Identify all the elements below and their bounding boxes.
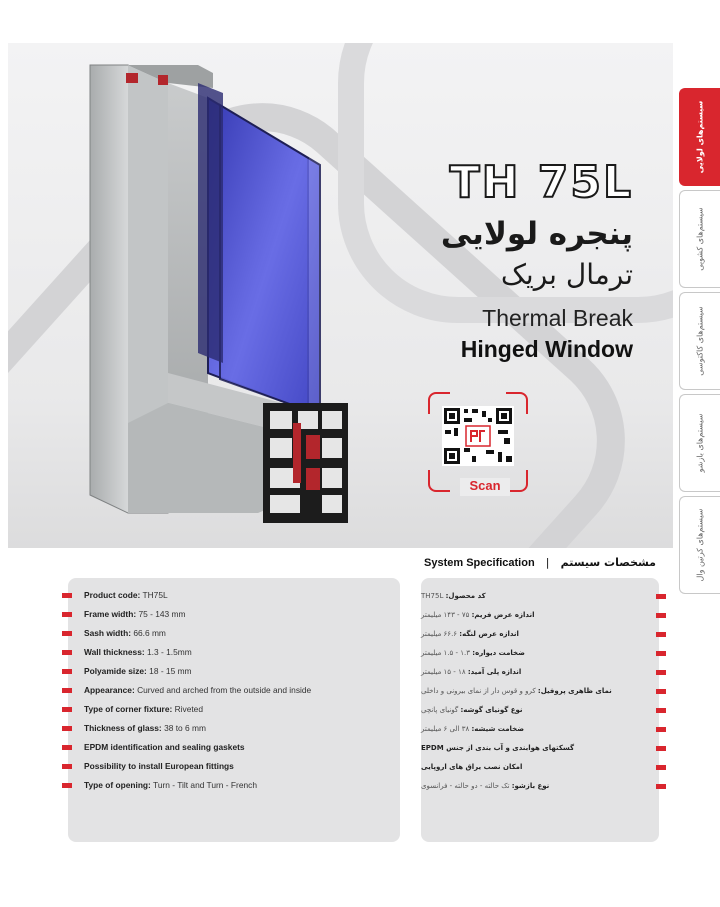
product-title-block: [441, 159, 633, 365]
spec-row: [421, 758, 659, 777]
bullet-marker: [62, 631, 72, 636]
spec-row: [421, 605, 659, 624]
spec-row: [68, 585, 400, 604]
bullet-marker: [62, 707, 72, 712]
bullet-marker: [656, 765, 666, 770]
spec-row: [421, 681, 659, 700]
bullet-marker: [656, 689, 666, 694]
spec-row: [421, 624, 659, 643]
spec-value: 75 - 143 mm: [138, 608, 186, 619]
spec-header-separator: |: [545, 556, 550, 569]
spec-label: Sash width:: [84, 627, 131, 638]
tab-label: سیستم‌های کشویی: [695, 207, 705, 271]
bullet-marker: [62, 783, 72, 788]
bullet-marker: [62, 764, 72, 769]
spec-label: Possibility to install European fittings: [84, 761, 234, 772]
spec-label: اندازه عرض فریم:: [471, 610, 535, 619]
spec-label: امکان نصب یراق های اروپایی: [421, 763, 523, 772]
spec-row: [68, 738, 400, 757]
spec-value: 38 to 6 mm: [164, 723, 206, 734]
qr-frame-corner: [428, 470, 450, 492]
spec-label: Wall thickness:: [84, 646, 145, 657]
spec-panel-en: [68, 578, 400, 842]
spec-value: 1.3 - 1.5mm: [147, 646, 192, 657]
hero-banner: [8, 43, 673, 548]
spec-value: 18 - 15 mm: [149, 665, 192, 676]
window-profile-illustration: [8, 43, 368, 548]
bullet-marker: [62, 650, 72, 655]
product-subtitle-en: Thermal Break: [482, 305, 633, 331]
spec-label: گسکتهای هوابندی و آب بندی از جنس EPDM: [421, 744, 575, 753]
product-title-en: Hinged Window: [460, 336, 633, 362]
tab-label: سیستم‌های لولایی: [695, 100, 705, 174]
spec-label: کد محصول:: [445, 591, 486, 600]
bullet-marker: [62, 688, 72, 693]
spec-row: [68, 719, 400, 738]
spec-value: ۱.۳ - ۱.۵ میلیمتر: [421, 648, 471, 657]
spec-value: Riveted: [174, 704, 203, 715]
spec-value: ۷۵ - ۱۴۳ میلیمتر: [421, 610, 470, 619]
qr-code-icon: [442, 406, 514, 466]
bullet-marker: [656, 746, 666, 751]
spec-row: [68, 623, 400, 642]
spec-header: [416, 551, 656, 570]
spec-label: ضخامت دیواره:: [472, 648, 525, 657]
qr-scan-label: Scan: [460, 478, 510, 496]
spec-value: TH75L: [421, 591, 444, 600]
spec-label: Frame width:: [84, 608, 137, 619]
bullet-marker: [62, 745, 72, 750]
tab-label: سیستم‌های کرتین وال: [695, 508, 705, 582]
spec-value: 66.6 mm: [133, 627, 166, 638]
spec-row: [421, 643, 659, 662]
bullet-marker: [62, 612, 72, 617]
spec-row: [68, 776, 400, 795]
spec-label: Type of corner fixture:: [84, 704, 173, 715]
spec-row: [68, 661, 400, 680]
tab-label: سیستم‌های بازشو: [695, 413, 705, 473]
tab-opening-systems[interactable]: [679, 394, 720, 492]
product-subtitle-fa: ترمال بریک: [500, 258, 633, 291]
spec-header-fa: مشخصات سیستم: [560, 556, 656, 569]
spec-label: نوع گونیای گوشه:: [460, 706, 523, 715]
spec-label: نوع بازشو:: [511, 782, 550, 791]
spec-value: ۶۶.۶ میلیمتر: [421, 629, 458, 638]
spec-label: Appearance:: [84, 685, 135, 696]
bullet-marker: [656, 613, 666, 618]
spec-label: اندازه عرض لنگه:: [459, 629, 519, 638]
spec-row: [68, 642, 400, 661]
spec-label: Product code:: [84, 589, 141, 600]
spec-row: [421, 777, 659, 796]
bullet-marker: [656, 727, 666, 732]
spec-row: [421, 720, 659, 739]
spec-row: [421, 662, 659, 681]
tab-sliding-systems[interactable]: [679, 190, 720, 288]
spec-row: [68, 757, 400, 776]
tab-curtain-wall-systems[interactable]: [679, 496, 720, 594]
bullet-marker: [656, 594, 666, 599]
spec-value: گونیای پانچی: [421, 706, 459, 715]
spec-label: اندازه پلی آمید:: [467, 667, 522, 676]
spec-header-en: System Specification: [424, 557, 535, 569]
bullet-marker: [656, 632, 666, 637]
spec-label: Thickness of glass:: [84, 723, 162, 734]
category-tabs: [679, 88, 720, 598]
spec-label: ضخامت شیشه:: [471, 725, 524, 734]
spec-label: Type of opening:: [84, 780, 151, 791]
bullet-marker: [656, 651, 666, 656]
tab-label: سیستم‌های کاکتوسی: [695, 306, 705, 376]
spec-value: تک حالته - دو حالته - فرانسوی: [421, 782, 510, 791]
spec-value: Turn - Tilt and Turn - French: [153, 780, 257, 791]
spec-row: [421, 586, 659, 605]
spec-label: Polyamide size:: [84, 665, 147, 676]
bullet-marker: [62, 593, 72, 598]
product-title-fa: پنجره لولایی: [440, 216, 633, 252]
profile-cross-section: [263, 403, 348, 523]
bullet-marker: [62, 669, 72, 674]
tab-folding-systems[interactable]: [679, 292, 720, 390]
spec-row: [421, 739, 659, 758]
bullet-marker: [656, 708, 666, 713]
spec-value: TH75L: [142, 589, 168, 600]
spec-value: کرو و قوس دار از نمای بیرونی و داخلی: [421, 687, 536, 696]
spec-value: ۱۸ - ۱۵ میلیمتر: [421, 667, 466, 676]
product-model: TH 75L: [449, 157, 633, 208]
spec-row: [421, 701, 659, 720]
spec-row: [68, 680, 400, 699]
bullet-marker: [656, 670, 666, 675]
spec-value: ۳۸ الی ۶ میلیمتر: [421, 725, 470, 734]
spec-row: [68, 700, 400, 719]
tab-hinged-systems[interactable]: [679, 88, 720, 186]
spec-label: EPDM identification and sealing gaskets: [84, 742, 245, 753]
spec-panel-fa: [421, 578, 659, 842]
bullet-marker: [62, 726, 72, 731]
spec-value: Curved and arched from the outside and inside: [137, 685, 312, 696]
qr-code-block[interactable]: [428, 392, 528, 492]
spec-label: نمای ظاهری پروفیل:: [537, 687, 612, 696]
spec-row: [68, 604, 400, 623]
bullet-marker: [656, 784, 666, 789]
